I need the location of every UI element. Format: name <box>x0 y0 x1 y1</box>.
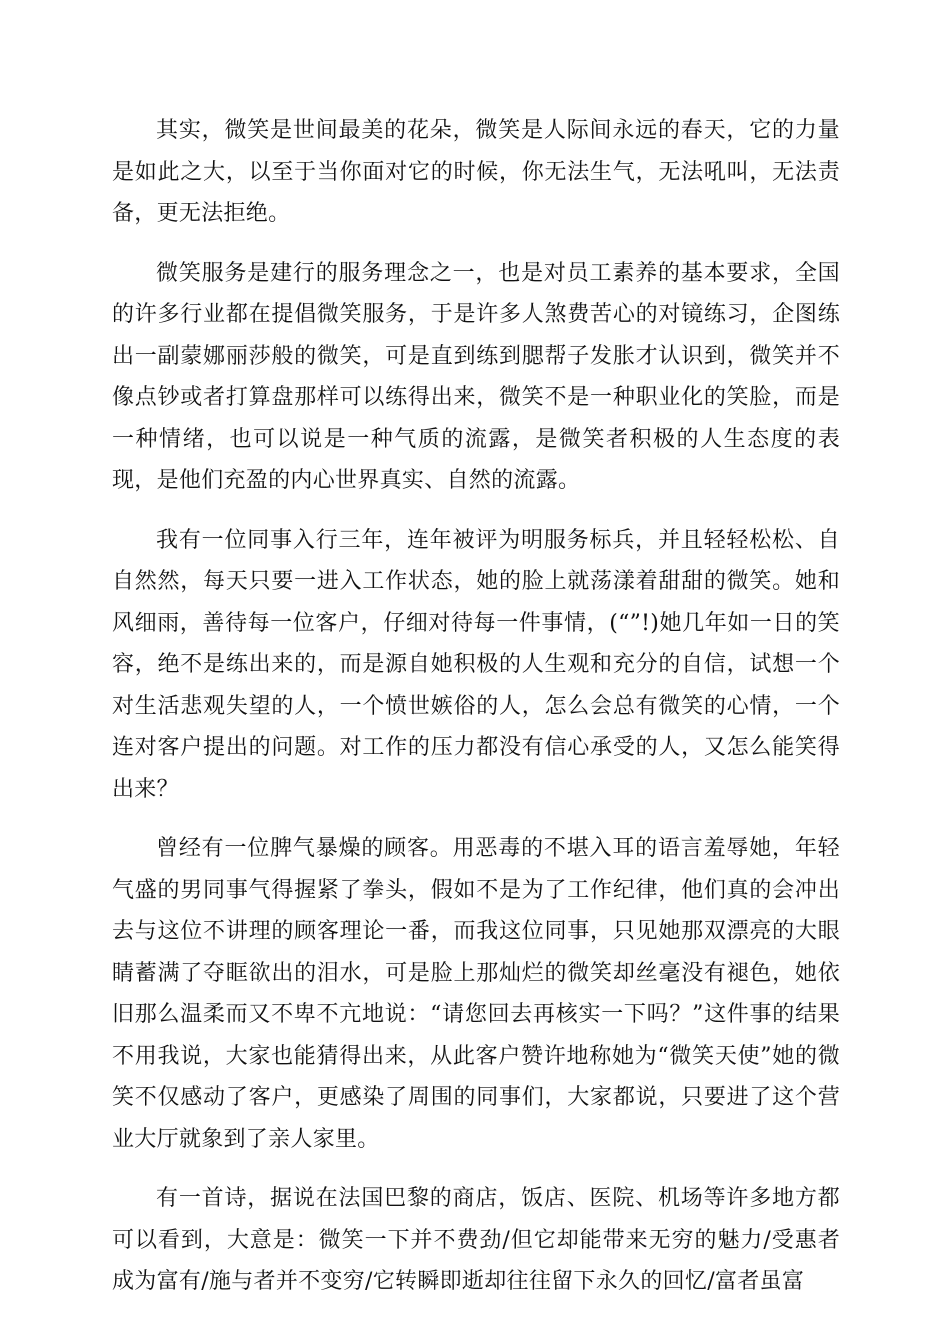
document-page <box>112 110 840 1321</box>
paragraph-2: 微笑服务是建行的服务理念之一，也是对员工素养的基本要求，全国的许多行业都在提倡微笑服务，于是许多人煞费苦心的对镜练习，企图练出一副蒙娜丽莎般的微笑，可是直到练到腮帮子发胀才认识到，微笑并不像点钞或者打算盘那样可以练得出来，微笑不是一种职业化的笑脸，而是一种情绪，也可以说是一种气质的流露，是微笑者积极的人生态度的表现，是他们充盈的内心世界真实、自然的流露。 <box>112 260 840 493</box>
paragraph-1: 其实，微笑是世间最美的花朵，微笑是人际间永远的春天，它的力量是如此之大，以至于当你面对它的时候，你无法生气，无法吼叫，无法责备，更无法拒绝。 <box>112 118 840 226</box>
paragraph-4: 曾经有一位脾气暴燥的顾客。用恶毒的不堪入耳的语言羞辱她，年轻气盛的男同事气得握紧了拳头，假如不是为了工作纪律，他们真的会冲出去与这位不讲理的顾客理论一番，而我这位同事，只见她那双漂亮的大眼睛蓄满了夺眶欲出的泪水，可是脸上那灿烂的微笑却丝毫没有褪色，她依旧那么温柔而又不卑不亢地说：“请您回去再核实一下吗？”这件事的结果不用我说，大家也能猜得出来，从此客户赞许地称她为“微笑天使”她的微笑不仅感动了客户，更感染了周围的同事们，大家都说，只要进了这个营业大厅就象到了亲人家里。 <box>112 836 840 1152</box>
paragraph-3: 我有一位同事入行三年，连年被评为明服务标兵，并且轻轻松松、自自然然，每天只要一进入工作状态，她的脸上就荡漾着甜甜的微笑。她和风细雨，善待每一位客户，仔细对待每一件事情，(“”!)她几年如一日的笑容，绝不是练出来的，而是源自她积极的人生观和充分的自信，试想一个对生活悲观失望的人，一个愤世嫉俗的人，怎么会总有微笑的心情，一个连对客户提出的问题。对工作的压力都没有信心承受的人，又怎么能笑得出来？ <box>112 527 840 802</box>
paragraph-5: 有一首诗，据说在法国巴黎的商店，饭店、医院、机场等许多地方都可以看到，大意是：微笑一下并不费劲/但它却能带来无穷的魅力/受惠者成为富有/施与者并不变穷/它转瞬即逝却往往留下永久的回忆/富者虽富 <box>112 1186 840 1294</box>
